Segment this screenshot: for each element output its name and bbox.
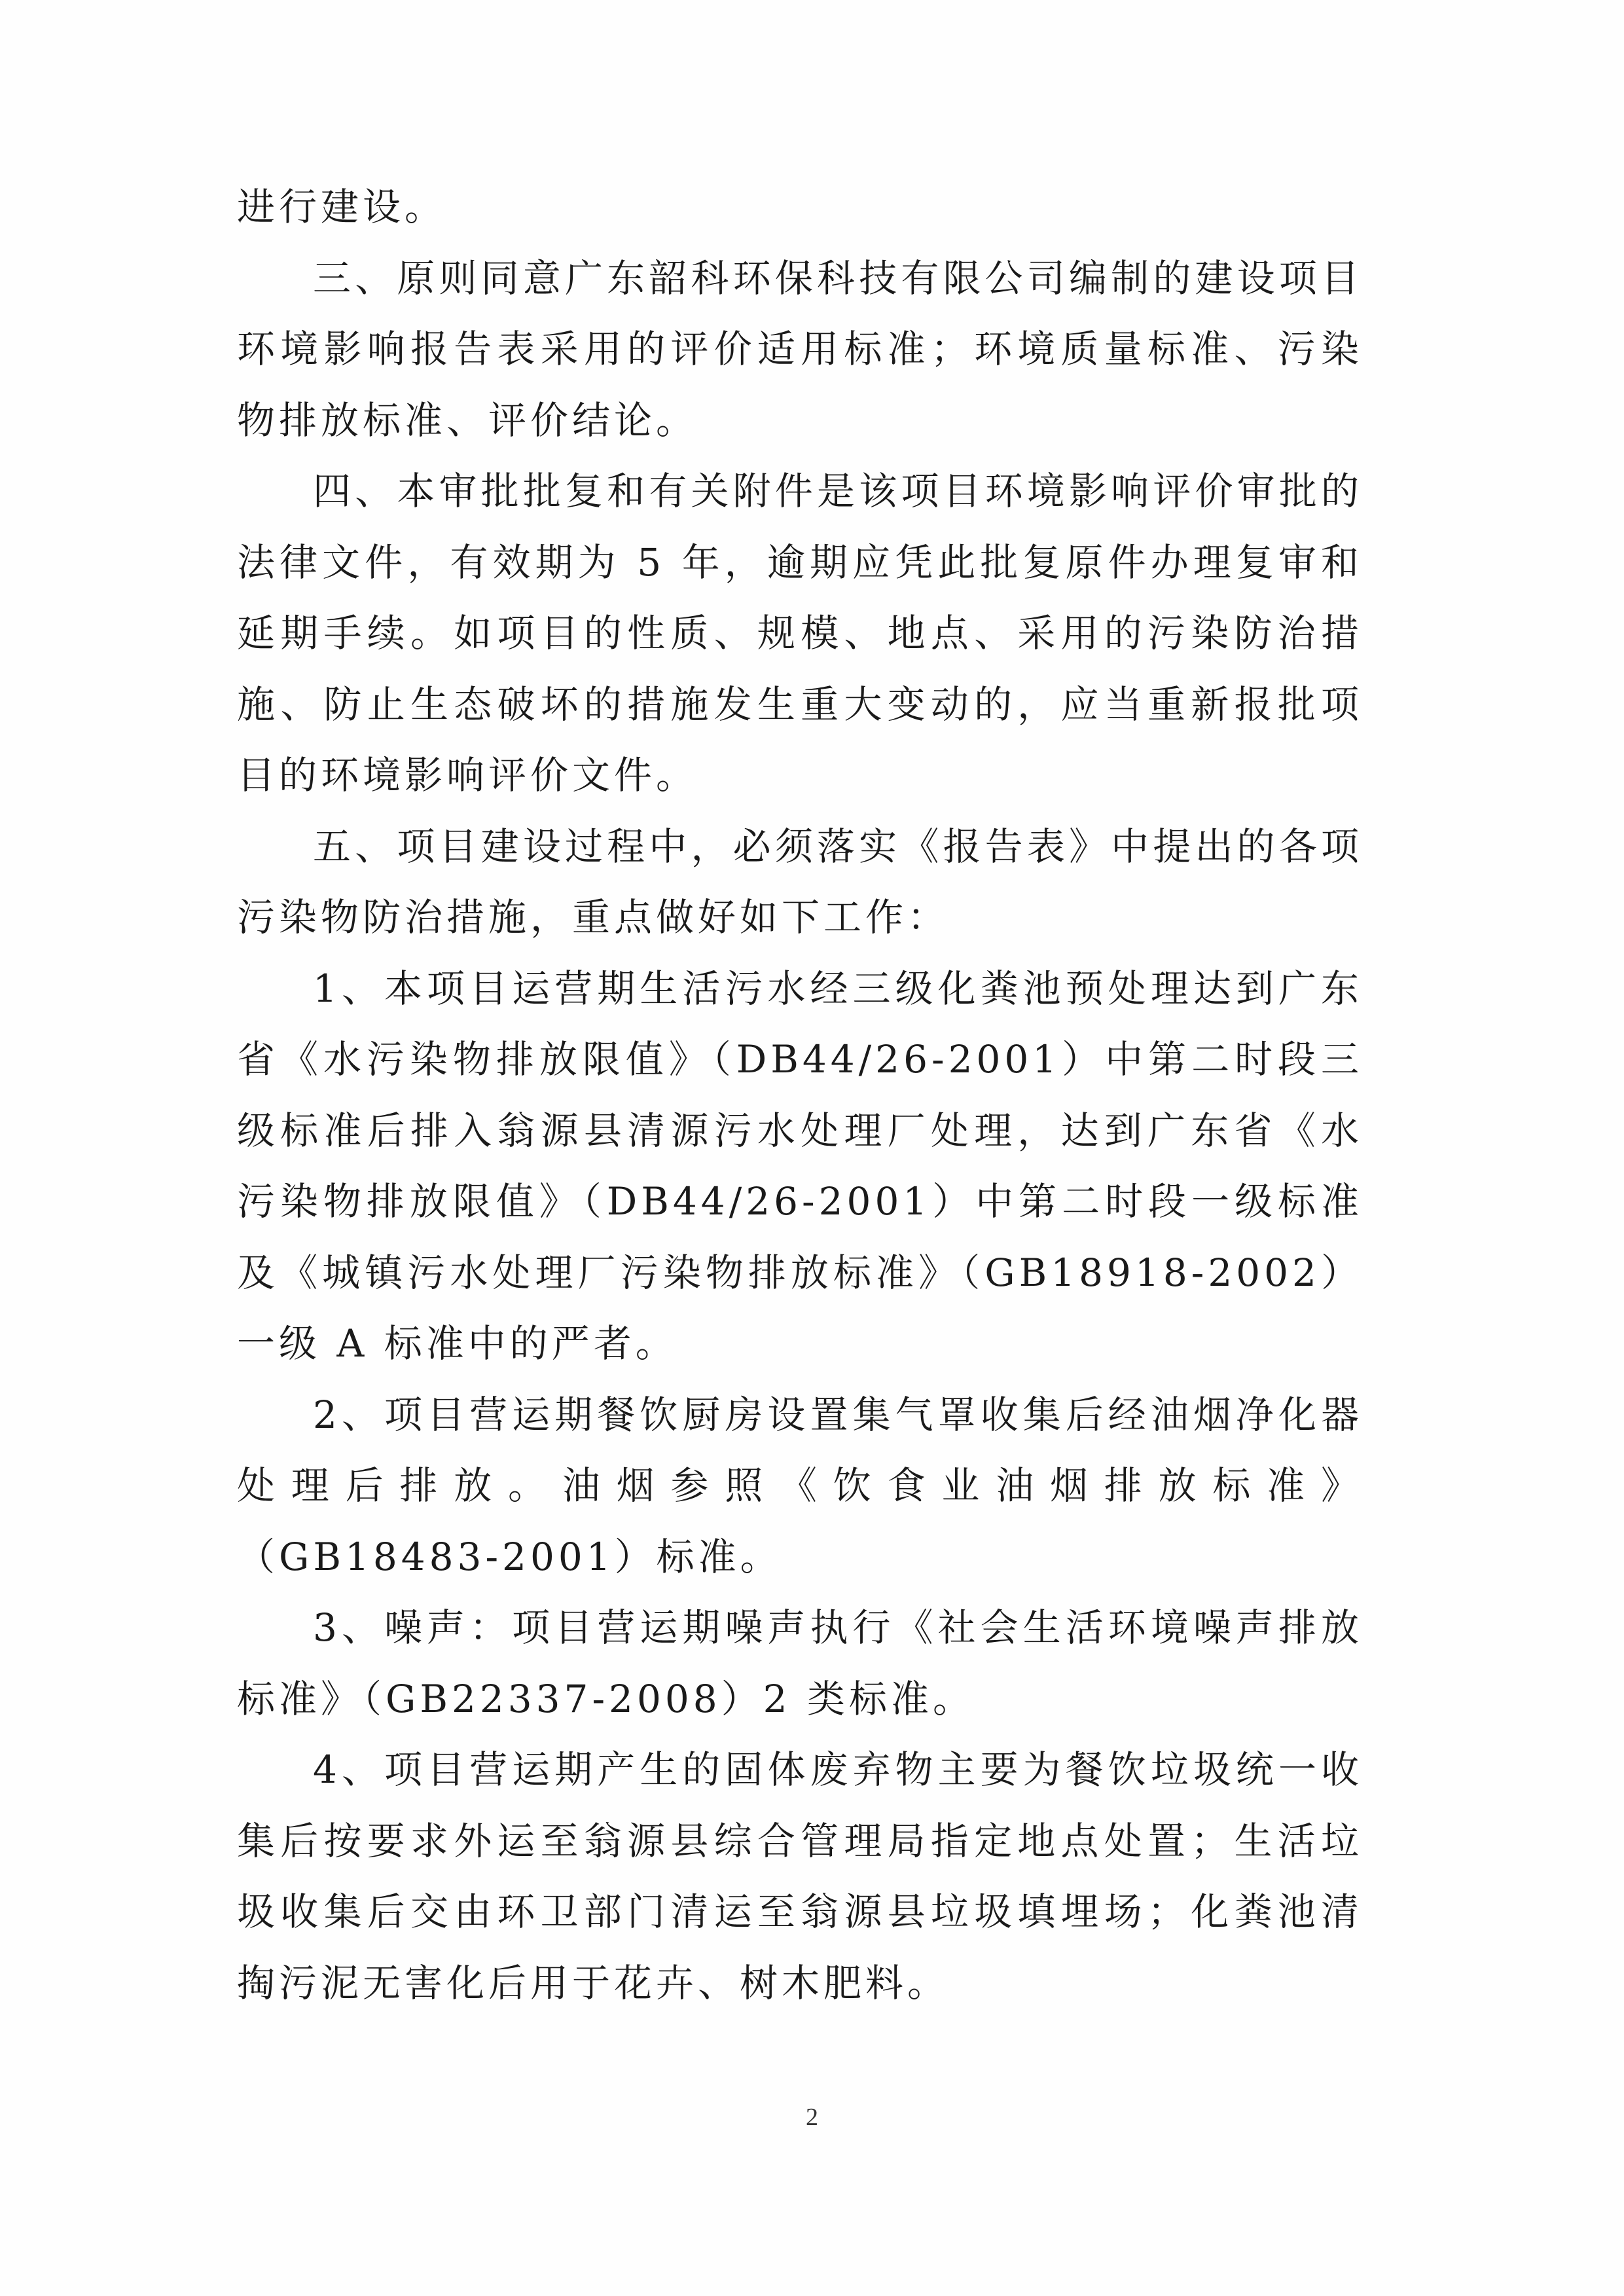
paragraph-item-4: 四、本审批批复和有关附件是该项目环境影响评价审批的法律文件，有效期为 5 年，逾期应凭此批复原件办理复审和延期手续。如项目的性质、规模、地点、采用的污染防治措施、防止生态破坏的措施发生重大变动的，应当重新报批项目的环境影响评价文件。 [237, 469, 1363, 797]
paragraph-subitem-1: 1、本项目运营期生活污水经三级化粪池预处理达到广东省《水污染物排放限值》（DB44/26-2001）中第二时段三级标准后排入翁源县清源污水处理厂处理，达到广东省《水污染物排放限值》（DB44/26-2001）中第二时段一级标准及《城镇污水处理厂污染物排放标准》（GB18918-2002）一级 A 标准中的严者。 [237, 966, 1363, 1366]
paragraph-subitem-4: 4、项目营运期产生的固体废弃物主要为餐饮垃圾统一收集后按要求外运至翁源县综合管理局指定地点处置；生活垃圾收集后交由环卫部门清运至翁源县垃圾填埋场；化粪池清掏污泥无害化后用于花卉、树木肥料。 [237, 1747, 1363, 2005]
paragraph-item-5: 五、项目建设过程中，必须落实《报告表》中提出的各项污染物防治措施，重点做好如下工作： [237, 824, 1363, 939]
page-number: 2 [806, 2104, 818, 2131]
document-body [237, 172, 1363, 2018]
paragraph-continuation: 进行建设。 [237, 185, 447, 229]
paragraph-subitem-2: 2、项目营运期餐饮厨房设置集气罩收集后经油烟净化器处理后排放。油烟参照《饮食业油烟排放标准》（GB18483-2001）标准。 [237, 1392, 1363, 1579]
paragraph-subitem-3: 3、噪声：项目营运期噪声执行《社会生活环境噪声排放标准》（GB22337-2008）2 类标准。 [237, 1605, 1363, 1721]
paragraph-item-3: 三、原则同意广东韶科环保科技有限公司编制的建设项目环境影响报告表采用的评价适用标准；环境质量标准、污染物排放标准、评价结论。 [237, 255, 1363, 443]
